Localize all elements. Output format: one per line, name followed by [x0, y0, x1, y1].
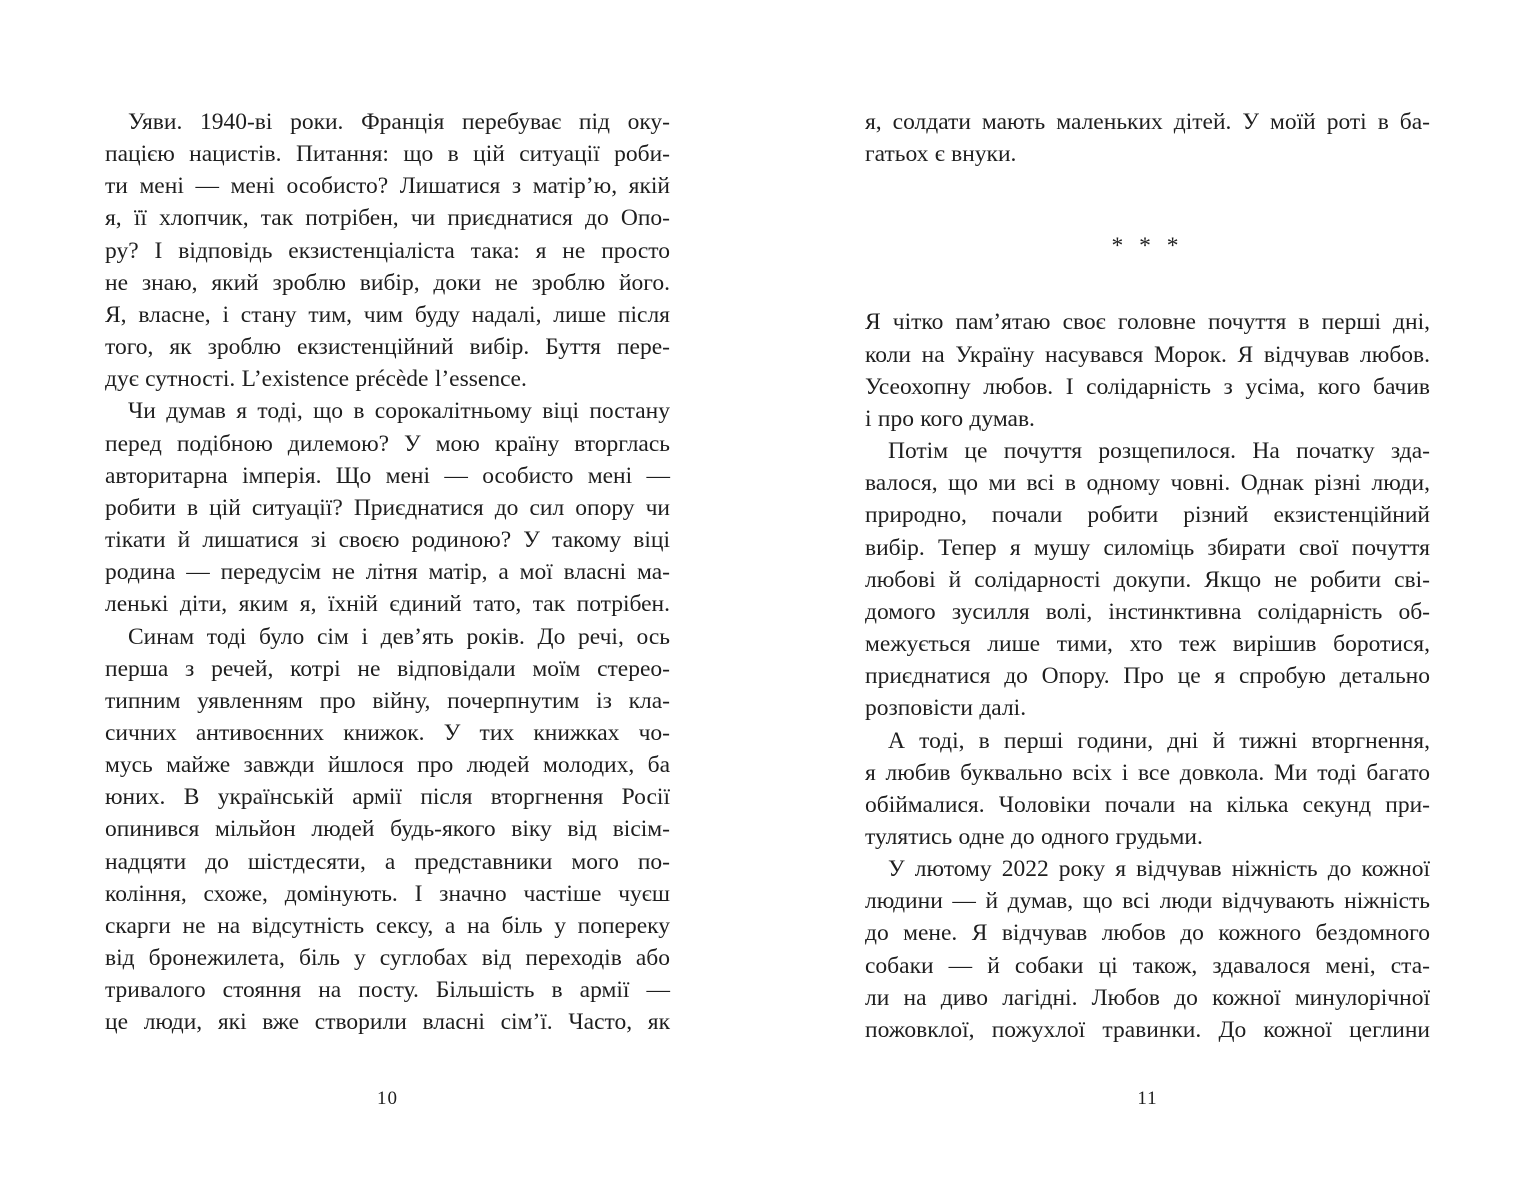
text-line: ру? І відповідь екзистенціаліста така: я не просто: [105, 237, 670, 264]
text-line: вибір. Тепер я мушу силоміць збирати свої почуття: [865, 534, 1430, 561]
text-line: перша з речей, котрі не відповідали моїм стерео-: [105, 655, 670, 682]
text-line: надцяти до шістдесяти, а представники мого по-: [105, 848, 670, 875]
text-line: мусь майже завжди йшлося про людей молодих, ба: [105, 752, 670, 779]
text-line: того, як зроблю екзистенційний вибір. Буття пере-: [105, 334, 670, 361]
text-line: я, солдати мають маленьких дітей. У моїй роті в ба-: [865, 109, 1430, 135]
page-number-right: 11: [1137, 1088, 1158, 1109]
text-line: авторитарна імперія. Що мені — особисто мені —: [105, 462, 670, 489]
text-line: і про кого думав.: [865, 405, 1035, 432]
text-line: Чи думав я тоді, що в сорокалітньому віці постану: [128, 398, 670, 425]
text-line: пацією нацистів. Питання: що в цій ситуації роби-: [105, 141, 670, 168]
text-line: юних. В українській армії після вторгнення Росії: [105, 784, 670, 811]
text-line: це люди, які вже створили власні сім’ї. Часто, як: [105, 1009, 670, 1036]
text-line: домого зусилля волі, інстинктивна солідарність об-: [865, 598, 1430, 625]
text-line: я, її хлопчик, так потрібен, чи приєднатися до Опо-: [105, 205, 670, 232]
text-line: типним уявленням про війну, почерпнутим із кла-: [105, 687, 670, 714]
page-right: [768, 0, 1536, 1182]
text-line: від бронежилета, біль у суглобах від переходів або: [105, 945, 670, 972]
text-line: ленькі діти, яким я, їхній єдиний тато, так потрібен.: [105, 591, 670, 618]
text-line: до мене. Я відчував любов до кожного бездомного: [865, 920, 1430, 947]
text-line: робити в цій ситуації? Приєднатися до сил опору чи: [105, 494, 670, 521]
text-line: природно, почали робити різний екзистенційний: [865, 502, 1430, 529]
text-line: межується лише тими, хто теж вирішив боротися,: [865, 631, 1430, 658]
text-line: сичних антивоєнних книжок. У тих книжках чо-: [105, 719, 670, 746]
text-line: скарги не на відсутність сексу, а на біль у попереку: [105, 912, 670, 939]
text-line: обіймалися. Чоловіки почали на кілька секунд при-: [865, 791, 1430, 818]
text-line: Потім це почуття розщепилося. На початку зда-: [888, 438, 1430, 465]
text-line: тривалого стояння на посту. Більшість в армії —: [105, 977, 670, 1004]
text-line: А тоді, в перші години, дні й тижні вторгнення,: [888, 727, 1430, 754]
text-line: валося, що ми всі в одному човні. Однак різні люди,: [865, 470, 1430, 497]
text-line: опинився мільйон людей будь-якого віку від вісім-: [105, 816, 670, 843]
text-line: не знаю, який зроблю вибір, доки не зроблю його.: [105, 269, 670, 296]
text-line: любові й солідарності докупи. Якщо не робити сві-: [865, 566, 1430, 593]
text-line: ти мені — мені особисто? Лишатися з матір’ю, якій: [105, 173, 670, 200]
text-line: коління, схоже, домінують. І значно частіше чуєш: [105, 880, 670, 907]
text-line: Уяви. 1940-ві роки. Франція перебуває під оку-: [128, 109, 670, 135]
text-line: перед подібною дилемою? У мою країну вторглась: [105, 430, 670, 457]
text-line: тулятись одне до одного грудьми.: [865, 823, 1203, 850]
text-line: родина — передусім не літня матір, а мої власні ма-: [105, 559, 670, 586]
text-line: пожовклої, пожухлої травинки. До кожної цеглини: [865, 1016, 1430, 1043]
text-line: У лютому 2022 року я відчував ніжність до кожної: [888, 856, 1430, 883]
text-line: гатьох є внуки.: [865, 141, 1017, 168]
text-line: людини — й думав, що всі люди відчувають ніжність: [865, 888, 1430, 915]
text-line: дує сутності. L’existence précède l’essence.: [105, 366, 527, 393]
text-line: собаки — й собаки ці також, здавалося мені, ста-: [865, 952, 1430, 979]
text-line: я любив буквально всіх і все довкола. Ми тоді багато: [865, 759, 1430, 786]
page-number-left: 10: [377, 1088, 398, 1109]
text-block-right: [865, 106, 1430, 1046]
text-line: Синам тоді було сім і дев’ять років. До речі, ось: [128, 623, 670, 650]
text-line: коли на Україну насувався Морок. Я відчував любов.: [865, 341, 1430, 368]
text-line: ли на диво лагідні. Любов до кожної минулорічної: [865, 984, 1430, 1011]
text-line: Усеохопну любов. І солідарність з усіма, кого бачив: [865, 373, 1430, 400]
text-line: Я чітко пам’ятаю своє головне почуття в перші дні,: [865, 309, 1430, 336]
text-block-left: [105, 106, 670, 1039]
text-line: Я, власне, і стану тим, чим буду надалі, лише після: [105, 301, 670, 328]
text-line: приєднатися до Опору. Про це я спробую детально: [865, 663, 1430, 690]
text-line: тікати й лишатися зі своєю родиною? У такому віці: [105, 527, 670, 554]
text-line: розповісти далі.: [865, 695, 1027, 722]
section-separator: * * *: [1111, 233, 1184, 260]
